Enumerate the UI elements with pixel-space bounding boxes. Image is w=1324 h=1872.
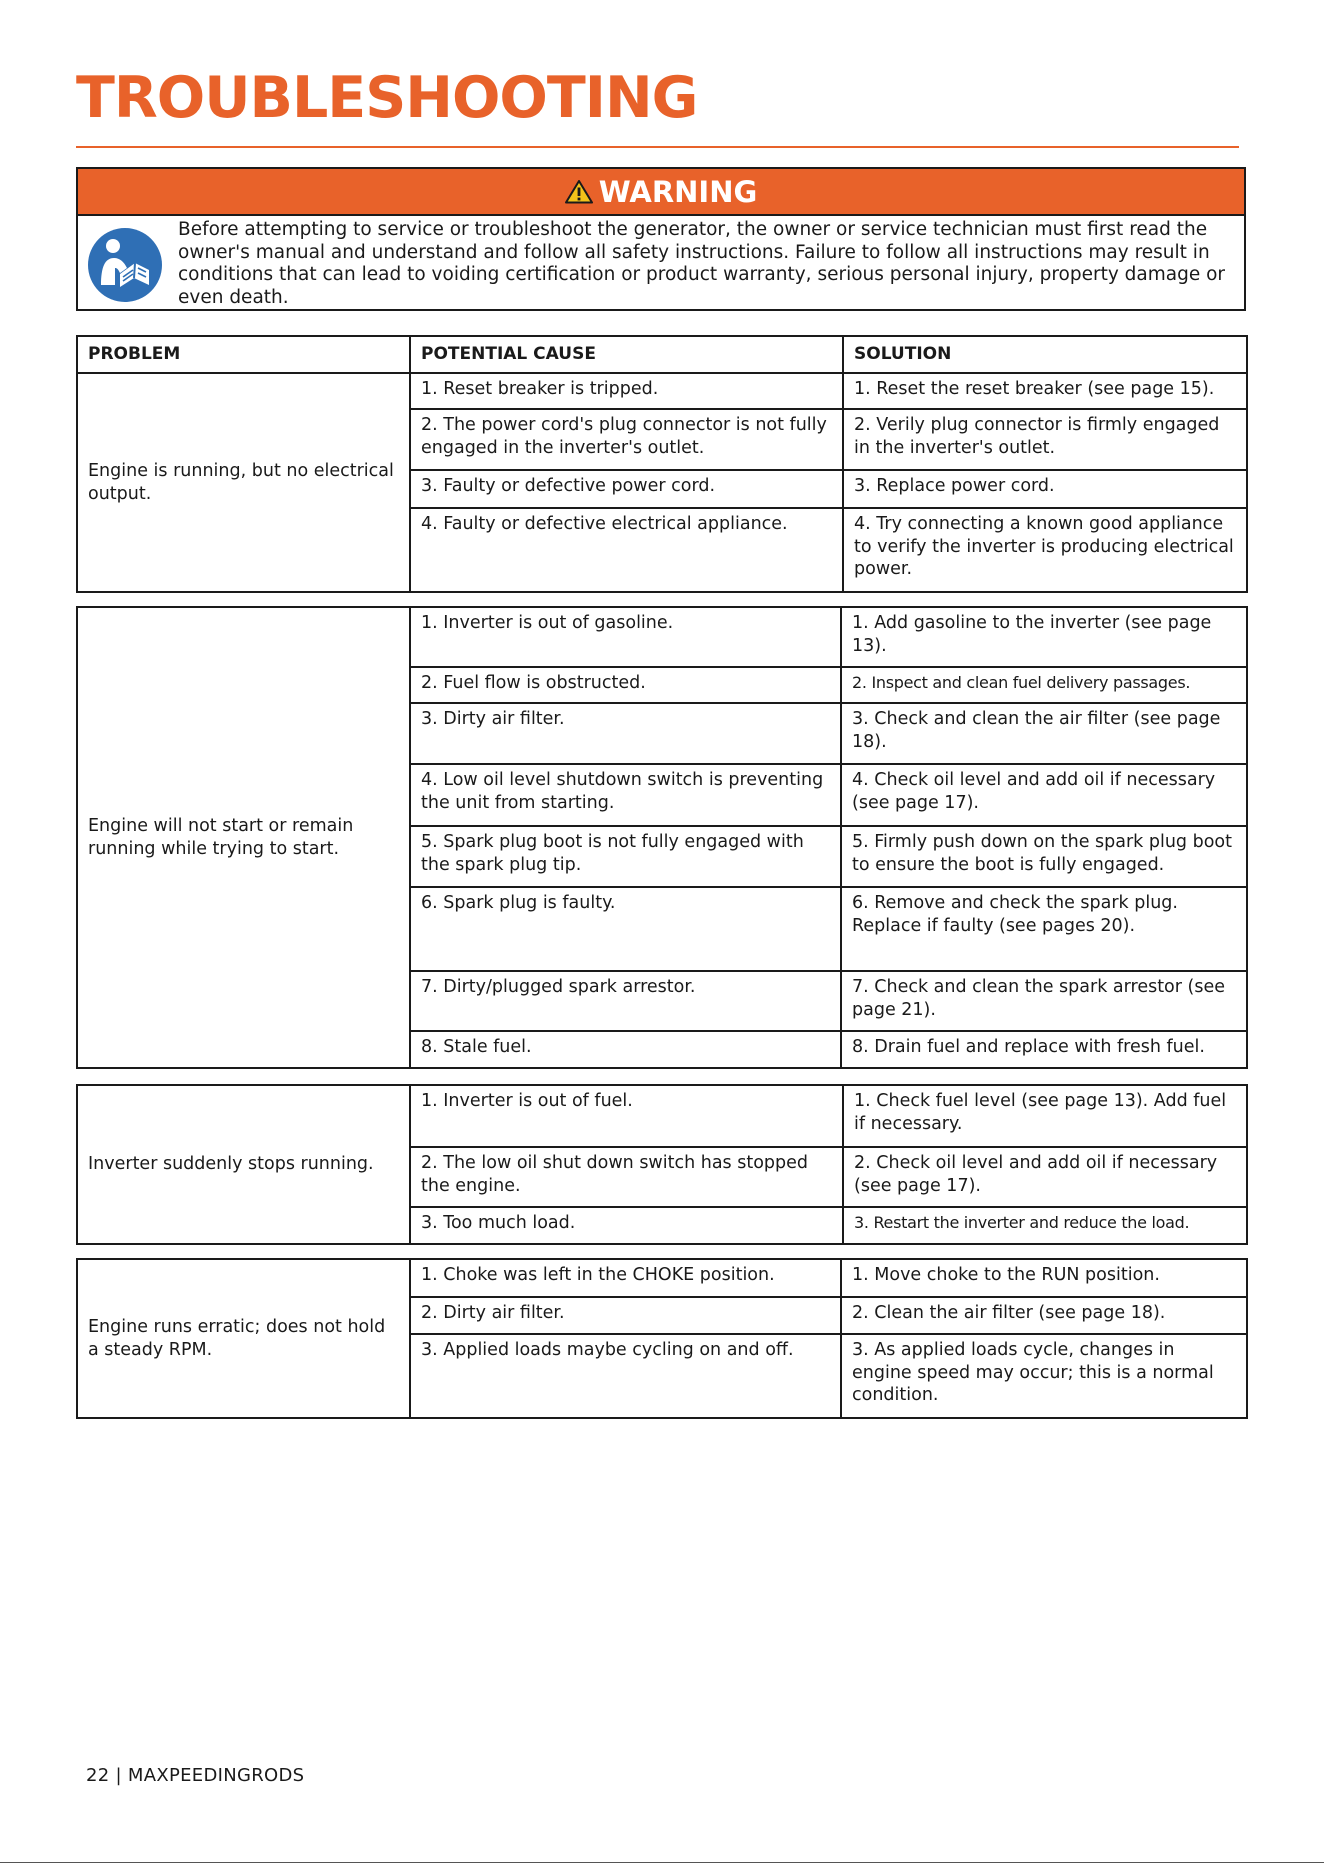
troubleshooting-table-1 [76, 335, 1248, 593]
table-row [77, 1259, 1247, 1297]
cause-cell: 1. Inverter is out of fuel. [410, 1085, 843, 1147]
solution-cell: 8. Drain fuel and replace with fresh fuel. [841, 1031, 1247, 1068]
solution-cell: 2. Clean the air filter (see page 18). [841, 1297, 1247, 1334]
troubleshooting-table-4 [76, 1258, 1248, 1419]
warning-header [78, 169, 1244, 216]
cause-cell: 3. Faulty or defective power cord. [410, 470, 843, 508]
problem-cell: Engine runs erratic; does not hold a steady RPM. [77, 1259, 410, 1418]
cause-cell: 1. Reset breaker is tripped. [410, 373, 843, 409]
solution-cell: 3. Replace power cord. [843, 470, 1247, 508]
solution-cell: 1. Move choke to the RUN position. [841, 1259, 1247, 1297]
cause-cell: 1. Choke was left in the CHOKE position. [410, 1259, 841, 1297]
cause-cell: 8. Stale fuel. [410, 1031, 841, 1068]
warning-text: Before attempting to service or troubleshoot the generator, the owner or service technician must first read the owner's manual and understand and follow all safety instructions. Failure to follow all instructions may result in conditions that can lead to voiding certification or product warranty, serious personal injury, property damage or even death. [178, 219, 1226, 308]
cause-cell: 4. Low oil level shutdown switch is preventing the unit from starting. [410, 764, 841, 826]
cause-cell: 3. Dirty air filter. [410, 703, 841, 764]
header-solution: SOLUTION [843, 336, 1247, 373]
cause-cell: 3. Too much load. [410, 1207, 843, 1244]
warning-box [76, 167, 1246, 311]
page-footer [86, 1765, 304, 1786]
cause-cell: 7. Dirty/plugged spark arrestor. [410, 971, 841, 1031]
solution-cell: 3. As applied loads cycle, changes in engine speed may occur; this is a normal condition. [841, 1334, 1247, 1418]
solution-cell: 1. Reset the reset breaker (see page 15). [843, 373, 1247, 409]
cause-cell: 5. Spark plug boot is not fully engaged with the spark plug tip. [410, 826, 841, 887]
solution-cell: 7. Check and clean the spark arrestor (see page 21). [841, 971, 1247, 1031]
troubleshooting-table-2 [76, 606, 1248, 1069]
solution-cell: 4. Try connecting a known good appliance to verify the inverter is producing electrical power. [843, 508, 1247, 592]
page-number: 22 [86, 1765, 110, 1786]
solution-cell: 2. Check oil level and add oil if necessary (see page 17). [843, 1147, 1247, 1207]
problem-cell: Engine will not start or remain running while trying to start. [77, 607, 410, 1068]
page-title: TROUBLESHOOTING [76, 65, 698, 131]
solution-cell: 1. Check fuel level (see page 13). Add fuel if necessary. [843, 1085, 1247, 1147]
cause-cell: 3. Applied loads maybe cycling on and off. [410, 1334, 841, 1418]
warning-body [78, 216, 1244, 311]
cause-cell: 1. Inverter is out of gasoline. [410, 607, 841, 667]
read-manual-icon [87, 227, 163, 307]
solution-cell: 2. Verily plug connector is firmly engaged in the inverter's outlet. [843, 409, 1247, 470]
solution-cell: 4. Check oil level and add oil if necessary (see page 17). [841, 764, 1247, 826]
solution-cell: 3. Restart the inverter and reduce the load. [843, 1207, 1247, 1244]
problem-cell: Inverter suddenly stops running. [77, 1085, 410, 1244]
page-edge-line [0, 1862, 1324, 1863]
header-potential-cause: POTENTIAL CAUSE [410, 336, 843, 373]
warning-triangle-icon [565, 179, 593, 204]
cause-cell: 2. Fuel flow is obstructed. [410, 667, 841, 703]
footer-separator: | [115, 1765, 122, 1786]
header-problem: PROBLEM [77, 336, 410, 373]
table-header-row [77, 336, 1247, 373]
solution-cell: 1. Add gasoline to the inverter (see page 13). [841, 607, 1247, 667]
solution-cell: 2. Inspect and clean fuel delivery passages. [841, 667, 1247, 703]
cause-cell: 2. Dirty air filter. [410, 1297, 841, 1334]
cause-cell: 2. The power cord's plug connector is not fully engaged in the inverter's outlet. [410, 409, 843, 470]
table-row [77, 373, 1247, 409]
title-divider [76, 146, 1239, 148]
warning-heading: WARNING [598, 174, 758, 209]
cause-cell: 6. Spark plug is faulty. [410, 887, 841, 971]
table-row [77, 607, 1247, 667]
problem-cell: Engine is running, but no electrical output. [77, 373, 410, 592]
brand-name: MAXPEEDINGRODS [127, 1765, 305, 1786]
troubleshooting-table-3 [76, 1084, 1248, 1245]
cause-cell: 2. The low oil shut down switch has stopped the engine. [410, 1147, 843, 1207]
solution-cell: 3. Check and clean the air filter (see page 18). [841, 703, 1247, 764]
solution-cell: 5. Firmly push down on the spark plug boot to ensure the boot is fully engaged. [841, 826, 1247, 887]
cause-cell: 4. Faulty or defective electrical appliance. [410, 508, 843, 592]
solution-cell: 6. Remove and check the spark plug. Replace if faulty (see pages 20). [841, 887, 1247, 971]
table-row [77, 1085, 1247, 1147]
